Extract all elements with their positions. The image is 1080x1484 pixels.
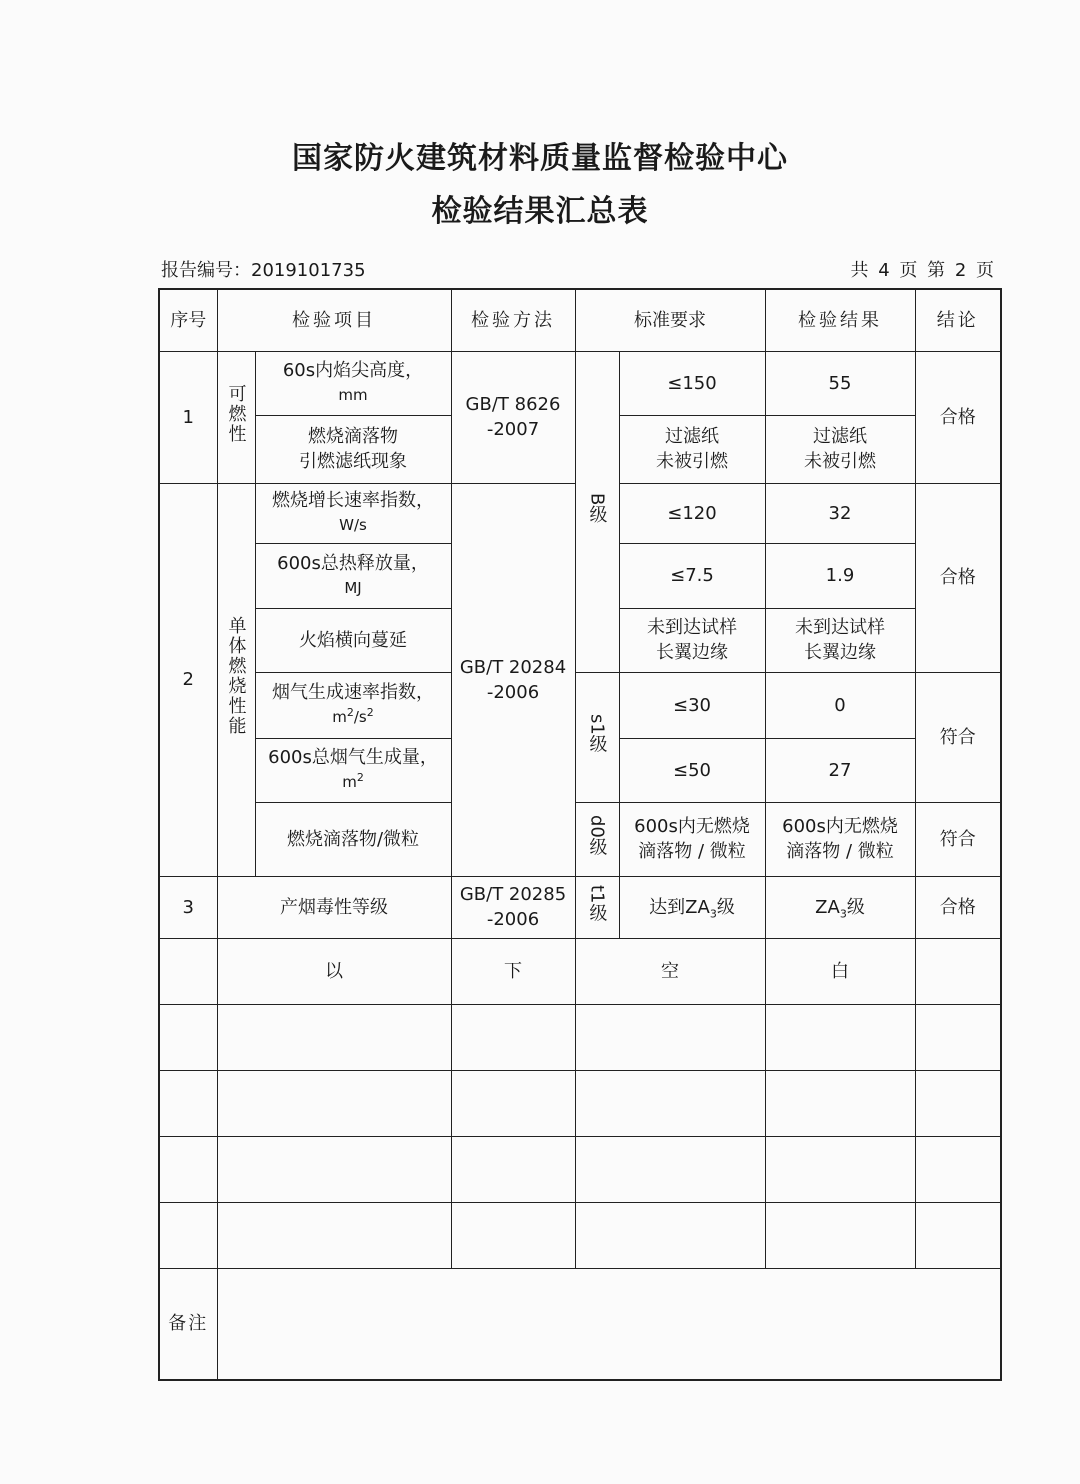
unit-sup: 2 (346, 706, 354, 719)
table-row (159, 351, 1001, 415)
standard-cell: ≤120 (619, 483, 765, 543)
result-text: 级 (846, 896, 865, 918)
empty-cell (217, 1202, 451, 1268)
standard-cell (619, 608, 765, 672)
unit-base: m (342, 773, 357, 791)
method-year: -2006 (486, 681, 540, 703)
method-cell (451, 483, 575, 876)
result-cell (765, 608, 915, 672)
item-unit: mm (338, 386, 368, 404)
empty-cell (765, 1004, 915, 1070)
notes-content (217, 1268, 1001, 1380)
table-row (159, 1070, 1001, 1136)
item-label: 燃烧滴落物 (308, 426, 398, 447)
standard-text: 过滤纸 (665, 426, 719, 447)
page-info: 共 4 页 第 2 页 (850, 260, 996, 281)
item-unit: W/s (339, 516, 367, 534)
item-cell: 燃烧滴落物/微粒 (255, 802, 451, 876)
seq-cell: 2 (159, 483, 217, 876)
empty-cell (451, 1070, 575, 1136)
result-text: 长翼边缘 (804, 642, 876, 663)
empty-cell (765, 1136, 915, 1202)
col-item: 检验项目 (217, 289, 451, 351)
seq-cell: 1 (159, 351, 217, 483)
result-cell: 0 (765, 672, 915, 738)
item-unit (258, 770, 449, 795)
conclusion-cell: 符合 (915, 672, 1001, 802)
standard-text: 600s内无燃烧 (634, 816, 750, 837)
blank-word-cell: 空 (575, 938, 765, 1004)
unit-sup: 2 (366, 706, 374, 719)
empty-cell (575, 1004, 765, 1070)
method-cell (451, 351, 575, 483)
table-row (159, 672, 1001, 738)
item-label: 烟气生成速率指数， (272, 682, 434, 703)
result-text: 滴落物 / 微粒 (786, 841, 894, 862)
standard-text: 长翼边缘 (656, 642, 728, 663)
table-row (159, 938, 1001, 1004)
empty-cell (575, 1070, 765, 1136)
standard-cell (619, 802, 765, 876)
empty-cell (915, 1136, 1001, 1202)
table-row (159, 876, 1001, 938)
item-label: 60s内焰尖高度， (282, 360, 424, 381)
category-text: 可燃性 (225, 383, 247, 444)
standard-text: 未到达试样 (647, 617, 737, 638)
item-label: 600s总烟气生成量， (268, 747, 438, 768)
unit-mid: /s (353, 708, 367, 726)
page-subtitle: 检验结果汇总表 (431, 194, 649, 229)
result-cell (765, 802, 915, 876)
empty-cell (451, 1004, 575, 1070)
unit-sup: 2 (356, 771, 364, 784)
category-text: 单体燃烧性能 (225, 616, 247, 736)
item-cell (255, 415, 451, 483)
result-cell: 27 (765, 738, 915, 802)
conclusion-cell: 合格 (915, 351, 1001, 483)
result-cell: 55 (765, 351, 915, 415)
empty-cell (159, 1004, 217, 1070)
empty-cell (159, 1070, 217, 1136)
notes-row (159, 1268, 1001, 1380)
grade-text: t1级 (586, 885, 608, 922)
report-number: 报告编号：2019101735 (161, 260, 366, 281)
item-cell (255, 483, 451, 543)
empty-cell (915, 1070, 1001, 1136)
grade-cell (575, 802, 619, 876)
empty-cell (451, 1202, 575, 1268)
item-label: 600s总热释放量， (277, 552, 429, 574)
empty-cell (765, 1070, 915, 1136)
results-table (158, 288, 1002, 1381)
empty-cell (217, 1070, 451, 1136)
item-cell: 产烟毒性等级 (217, 876, 451, 938)
page-title: 国家防火建筑材料质量监督检验中心 (292, 141, 788, 176)
item-cell (255, 543, 451, 608)
table-row (159, 1202, 1001, 1268)
method-year: -2007 (486, 419, 540, 440)
result-cell (765, 876, 915, 938)
empty-cell (451, 1136, 575, 1202)
item-label: 燃烧增长速率指数， (272, 490, 434, 511)
item-cell (255, 672, 451, 738)
result-cell: 1.9 (765, 543, 915, 608)
standard-text: 未被引燃 (656, 451, 728, 472)
grade-cell (575, 351, 619, 672)
result-text: 未到达试样 (795, 617, 885, 638)
grade-text: s1级 (586, 714, 608, 753)
notes-label: 备注 (159, 1268, 217, 1380)
method-code: GB/T 20285 (459, 884, 567, 905)
table-row (159, 1136, 1001, 1202)
conclusion-cell: 合格 (915, 876, 1001, 938)
standard-sub: 3 (709, 907, 717, 921)
empty-cell (915, 938, 1001, 1004)
standard-cell: ≤150 (619, 351, 765, 415)
method-cell (451, 876, 575, 938)
grade-cell (575, 672, 619, 802)
standard-cell: ≤7.5 (619, 543, 765, 608)
empty-cell (915, 1004, 1001, 1070)
result-text: 600s内无燃烧 (782, 816, 898, 837)
seq-cell: 3 (159, 876, 217, 938)
standard-cell: ≤50 (619, 738, 765, 802)
empty-cell (217, 1136, 451, 1202)
col-standard: 标准要求 (575, 289, 765, 351)
result-text: 未被引燃 (804, 451, 876, 472)
empty-cell (765, 1202, 915, 1268)
empty-cell (217, 1004, 451, 1070)
standard-cell (619, 415, 765, 483)
conclusion-cell: 符合 (915, 802, 1001, 876)
standard-text: 达到ZA (649, 896, 710, 918)
standard-cell (619, 876, 765, 938)
table-header-row (159, 289, 1001, 351)
grade-text: B级 (586, 492, 608, 524)
item-label: 引燃滤纸现象 (299, 451, 407, 472)
item-unit: MJ (344, 578, 362, 597)
conclusion-cell: 合格 (915, 483, 1001, 672)
item-cell: 火焰横向蔓延 (255, 608, 451, 672)
empty-cell (159, 938, 217, 1004)
table-row (159, 802, 1001, 876)
method-code: GB/T 20284 (459, 656, 567, 678)
blank-word-cell: 以 (217, 938, 451, 1004)
col-conclusion: 结论 (915, 289, 1001, 351)
category-cell (217, 483, 255, 876)
grade-cell (575, 876, 619, 938)
item-cell (255, 738, 451, 802)
item-unit (258, 705, 449, 730)
standard-cell: ≤30 (619, 672, 765, 738)
result-cell (765, 415, 915, 483)
empty-cell (575, 1136, 765, 1202)
method-year: -2006 (486, 909, 540, 930)
standard-text: 滴落物 / 微粒 (638, 841, 746, 862)
empty-cell (159, 1136, 217, 1202)
method-code: GB/T 8626 (465, 394, 561, 415)
empty-cell (159, 1202, 217, 1268)
blank-word-cell: 白 (765, 938, 915, 1004)
blank-word-cell: 下 (451, 938, 575, 1004)
result-text: 过滤纸 (813, 426, 867, 447)
table-row (159, 1004, 1001, 1070)
empty-cell (575, 1202, 765, 1268)
grade-text: d0级 (586, 815, 608, 856)
result-cell: 32 (765, 483, 915, 543)
unit-base: m (332, 708, 347, 726)
col-method: 检验方法 (451, 289, 575, 351)
item-cell (255, 351, 451, 415)
category-cell (217, 351, 255, 483)
result-text: ZA (815, 896, 840, 918)
empty-cell (915, 1202, 1001, 1268)
result-sub: 3 (839, 907, 847, 921)
col-seq: 序号 (159, 289, 217, 351)
standard-text: 级 (716, 896, 735, 918)
col-result: 检验结果 (765, 289, 915, 351)
